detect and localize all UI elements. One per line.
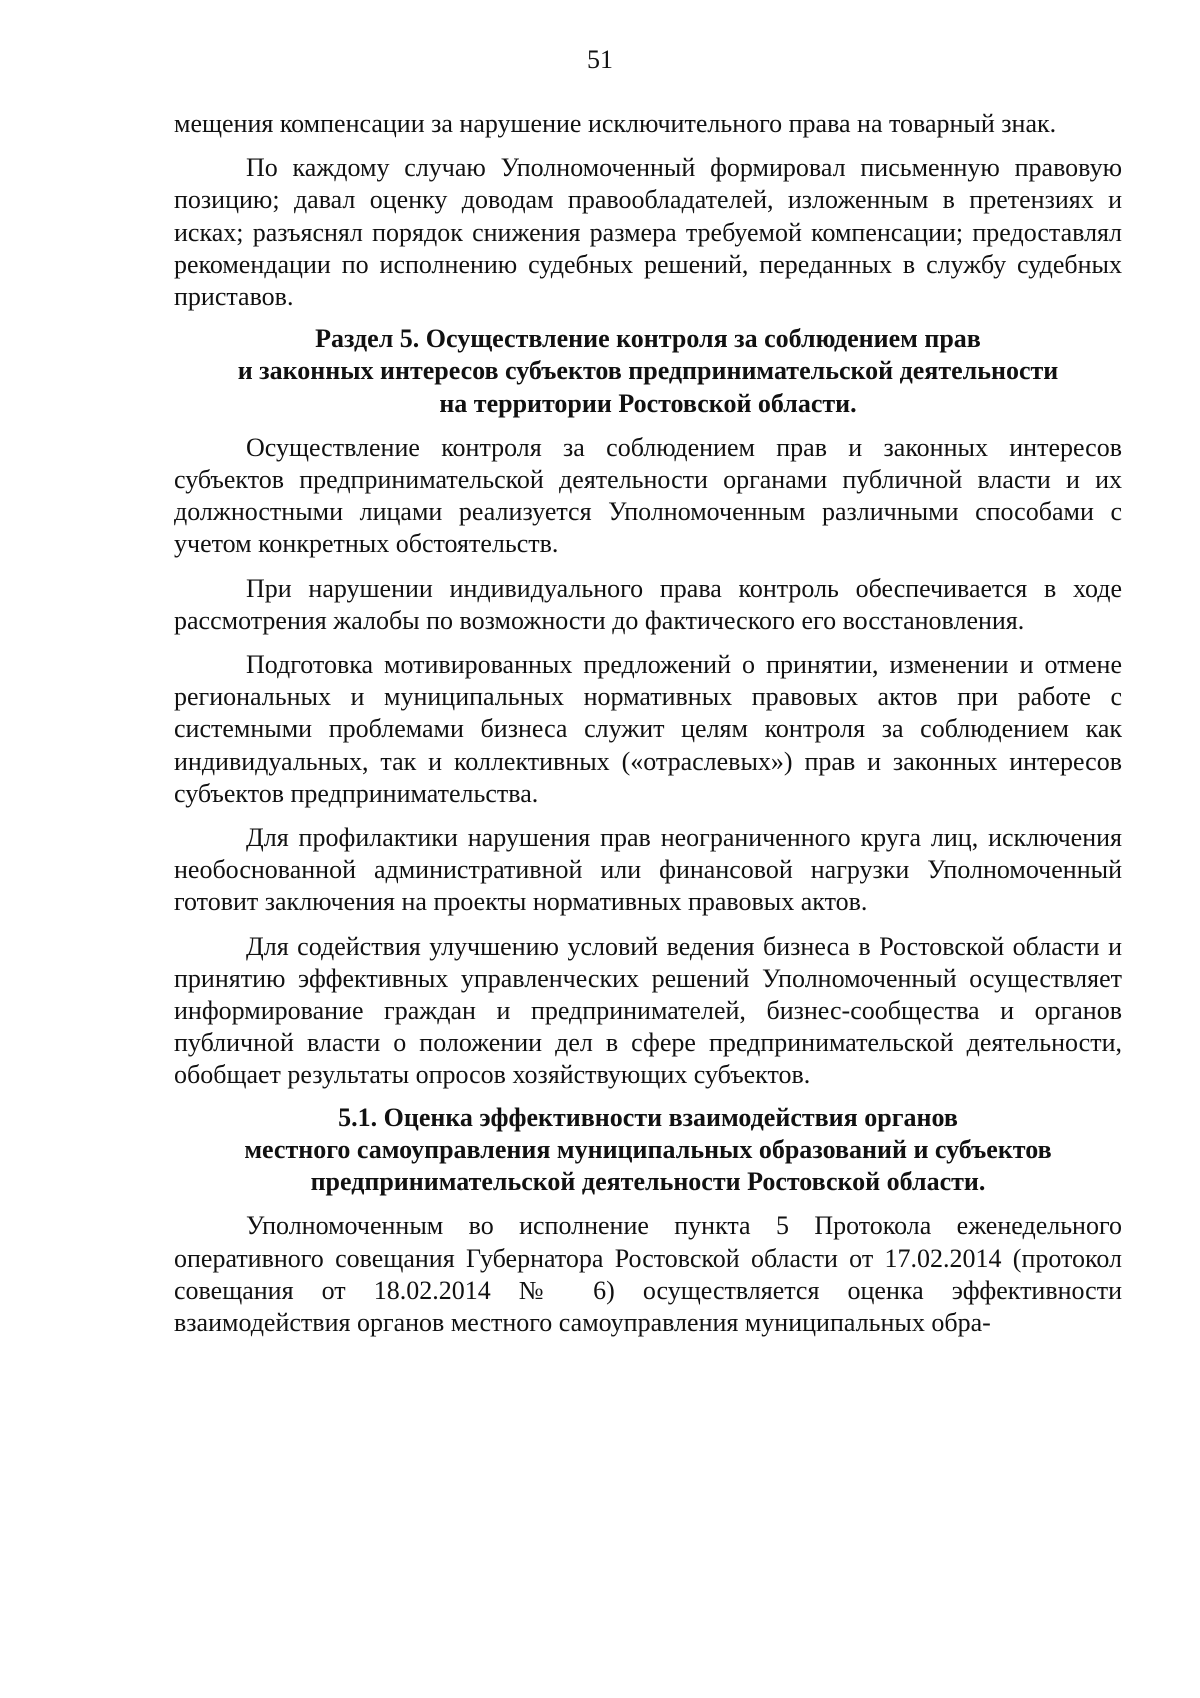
paragraph: По каждому случаю Уполномоченный формировал письменную правовую позицию; давал оценку доводам правообладателей, изложенным в претензиях и исках; разъяснял порядок снижения размера требуемой компенсации; предоставлял рекомендации по исполнению судебных решений, переданных в службу судебных приставов. [174,153,1122,312]
subsection-heading-line: предпринимательской деятельности Ростовской области. [310,1167,986,1197]
subsection-heading-line: 5.1. Оценка эффективности взаимодействия органов [338,1102,958,1132]
section-heading-5 [174,323,1122,420]
paragraph-continuation: мещения компенсации за нарушение исключительного права на товарный знак. [174,109,1057,138]
paragraph: Для содействия улучшению условий ведения бизнеса в Ростовской области и принятию эффективных управленческих решений Уполномоченный осуществляет информирование граждан и предпринимателей, бизнес-сообщества и органов публичной власти о положении дел в сфере предпринимательской деятельности, обобщает результаты опросов хозяйствующих субъектов. [174,931,1122,1090]
subsection-heading-line: местного самоуправления муниципальных образований и субъектов [244,1134,1052,1164]
paragraph: Для профилактики нарушения прав неограниченного круга лиц, исключения необоснованной административной или финансовой нагрузки Уполномоченный готовит заключения на проекты нормативных правовых актов. [174,823,1122,917]
section-heading-line: на территории Ростовской области. [439,388,857,418]
subsection-heading-5-1 [174,1102,1122,1199]
paragraph: Уполномоченным во исполнение пункта 5 Протокола еженедельного оперативного совещания Губернатора Ростовской области от 17.02.2014 (протокол совещания от 18.02.2014 № 6) осуществляется оценка эффективности взаимодействия органов местного самоуправления муниципальных обра- [174,1211,1122,1337]
paragraph: Подготовка мотивированных предложений о принятии, изменении и отмене региональных и муниципальных нормативных правовых актов при работе с системными проблемами бизнеса служит целям контроля за соблюдением как индивидуальных, так и коллективных («отраслевых») прав и законных интересов субъектов предпринимательства. [174,650,1122,808]
section-heading-line: и законных интересов субъектов предпринимательской деятельности [237,356,1059,386]
paragraph: Осуществление контроля за соблюдением прав и законных интересов субъектов предпринимательской деятельности органами публичной власти и их должностными лицами реализуется Уполномоченным различными способами с учетом конкретных обстоятельств. [174,432,1122,559]
page-number: 51 [587,45,613,74]
paragraph: При нарушении индивидуального права контроль обеспечивается в ходе рассмотрения жалобы по возможности до фактического его восстановления. [174,573,1122,635]
document-body [174,108,1122,1339]
section-heading-line: Раздел 5. Осуществление контроля за соблюдением прав [315,324,981,354]
